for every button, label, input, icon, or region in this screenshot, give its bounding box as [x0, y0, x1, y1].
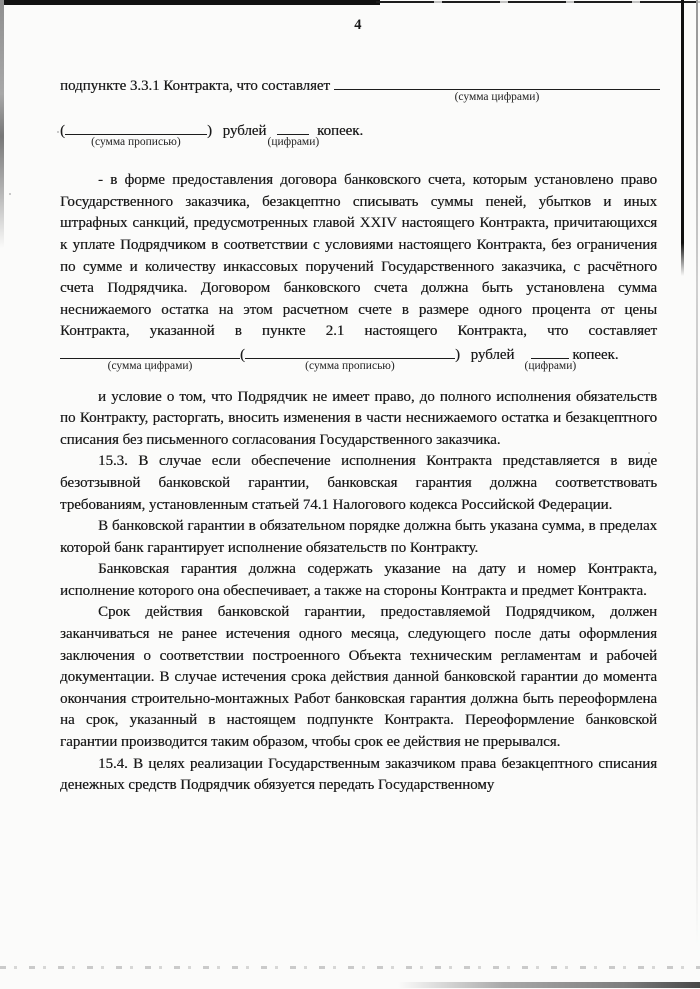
paragraph-clause-15-3: 15.3. В случае если обеспечение исполнения Контракта представляется в виде безотзывной банковской гарантии, банковская гарантия должна соответствовать требованиям, установленным статьей 74.1 Налогового кодекса Российской Федерации. [60, 453, 657, 513]
fill-in-blank-sum-digits [334, 74, 660, 103]
scan-artifact-right-edge-line [681, 0, 684, 276]
scan-speck [57, 131, 59, 133]
scan-artifact-bottom-speckle-line [0, 966, 700, 969]
kopecks-word: копеек. [317, 122, 364, 139]
fill-in-row-contract-price [60, 343, 657, 372]
paragraph-guarantee-reference: Банковская гарантия должна содержать указание на дату и номер Контракта, исполнение которого она обеспечивает, а также на стороны Контракта и предмет Контракта. [60, 561, 657, 599]
paren-close: ) [206, 122, 212, 139]
page-number: 4 [354, 17, 362, 33]
paragraph-clause-15-4: 15.4. В целях реализации Государственным заказчиком права безакцептного списания денежных средств Подрядчик обязуется передать Государственному [60, 755, 657, 794]
blank-caption-sum-words: (сумма прописью) [91, 135, 181, 148]
blank-caption-digits-2: (цифрами) [524, 359, 577, 372]
paren-open: ( [60, 122, 65, 139]
rubles-word-2: рублей [470, 346, 515, 363]
blank-caption-sum-digits: (сумма цифрами) [454, 91, 540, 103]
blank-caption-sum-digits-2: (сумма цифрами) [107, 359, 193, 372]
paragraph-guarantee-term: Срок действия банковской гарантии, предоставляемой Подрядчиком, должен заканчиваться не ранее истечения одного месяца, следующего после даты оформления заключения о соответствии построенного Объекта техническим регламентам и рабочей документации. В случае истечения срока действия данной банковской гарантии до момента окончания строительно-монтажных Работ банковская гарантия должна быть переоформлена на срок, указанный в настоящем подпункте Контракта. Переоформление банковской гарантии производится таким образом, чтобы срок ее действия не прерывался. [60, 604, 657, 751]
fill-in-row-rubles-kopecks [60, 119, 657, 148]
fill-in-blank-kopecks [267, 119, 320, 148]
fill-in-row-contract-sum [60, 74, 657, 103]
scan-speck [9, 193, 11, 195]
scan-artifact-top-bar-left [0, 0, 380, 5]
fill-in-blank-kopecks-2 [524, 343, 577, 372]
kopecks-word-2: копеек. [572, 346, 619, 363]
paragraph-bank-account-form: - в форме предоставления договора банковского счета, которым установлено право Государственного заказчика, безакцептно списывать суммы пеней, убытков и иных штрафных санкций, предусмотренных главой XXIV настоящего Контракта, причитающихся к уплате Подрядчиком в соответствии с условиями настоящего Контракта, без ограничения по сумме и количеству инкассовых поручений Государственного заказчика, с расчётного счета Подрядчика. Договором банковского счета должна быть установлена сумма неснижаемого остатка на этом расчетном счете в размере одного процента от цены Контракта, указанной в пункте 2.1 настоящего Контракта, что составляет [60, 172, 657, 340]
paragraph-condition-clause: и условие о том, что Подрядчик не имеет право, до полного исполнения обязательств по Контракту, расторгать, вносить изменения в части неснижаемого остатка и безакцептного списания без письменного согласования Государственного заказчика. [60, 388, 657, 448]
scan-artifact-left-edge-strip [0, 0, 4, 248]
page-content [60, 74, 657, 797]
paren-close-2: ) [454, 346, 460, 363]
fill-in-blank-sum-words [65, 119, 207, 148]
rubles-word: рублей [222, 122, 267, 139]
fill-in-prefix-text: подпункте 3.3.1 Контракта, что составляет [60, 78, 330, 94]
fill-in-blank-sum-words-2 [245, 343, 455, 372]
blank-caption-sum-words-2: (сумма прописью) [305, 359, 395, 372]
paragraph-guarantee-sum: В банковской гарантии в обязательном порядке должна быть указана сумма, в пределах которой банк гарантирует исполнение обязательств по Контракту. [60, 518, 657, 556]
scan-artifact-top-bar-right [376, 1, 700, 3]
scan-artifact-right-edge-faint-line [696, 0, 698, 945]
scan-artifact-bottom-right-shadow [398, 982, 700, 988]
paren-open-2: ( [240, 346, 245, 363]
fill-in-blank-sum-digits-2 [60, 343, 240, 372]
blank-caption-digits: (цифрами) [267, 135, 320, 148]
